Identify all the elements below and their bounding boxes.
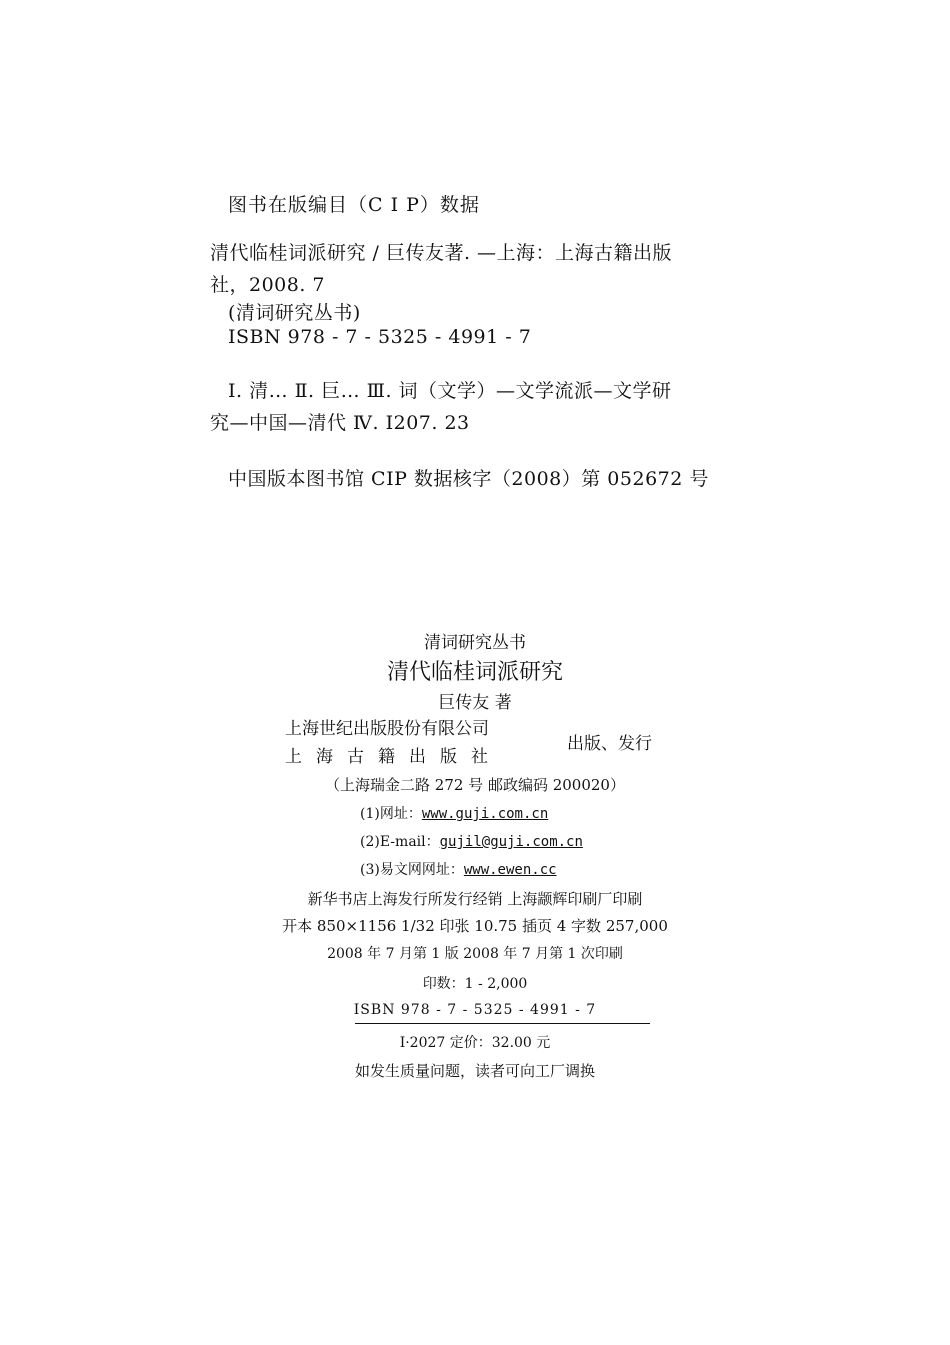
ewen-link[interactable]: www.ewen.cc bbox=[463, 862, 557, 878]
publisher-company: 上海世纪出版股份有限公司 bbox=[285, 719, 489, 739]
distribution-line: 新华书店上海发行所发行经销 上海颛辉印刷厂印刷 bbox=[307, 890, 643, 908]
ewen-label: (3)易文网网址： bbox=[360, 862, 464, 878]
quality-notice: 如发生质量问题，读者可向工厂调换 bbox=[354, 1062, 595, 1080]
email-line bbox=[360, 831, 583, 851]
colophon-isbn: ISBN 978 - 7 - 5325 - 4991 - 7 bbox=[353, 1002, 597, 1018]
cip-classification-line: Ⅰ. 清… Ⅱ. 巨… Ⅲ. 词（文学）—文学流派—文学研 bbox=[228, 380, 672, 402]
price-line: I·2027 定价：32.00 元 bbox=[399, 1035, 551, 1051]
cip-title-line: 清代临桂词派研究 / 巨传友著. —上海：上海古籍出版 bbox=[210, 242, 673, 264]
website-line bbox=[360, 803, 548, 823]
author: 巨传友 著 bbox=[438, 693, 512, 713]
ewen-line bbox=[360, 859, 557, 879]
cip-publish-line: 社，2008. 7 bbox=[210, 274, 326, 296]
publisher-block bbox=[285, 715, 502, 771]
cip-record-number: 中国版本图书馆 CIP 数据核字（2008）第 052672 号 bbox=[228, 468, 709, 490]
cip-heading: 图书在版编目（C I P）数据 bbox=[228, 194, 480, 216]
website-label: (1)网址： bbox=[360, 806, 422, 822]
publisher-role: 出版、发行 bbox=[567, 734, 652, 754]
website-link[interactable]: www.guji.com.cn bbox=[421, 806, 549, 822]
cip-classification-cont: 究—中国—清代 Ⅳ. I207. 23 bbox=[210, 412, 470, 434]
publisher-press: 上海古籍出版社 bbox=[285, 747, 502, 767]
email-link[interactable]: gujil@guji.com.cn bbox=[439, 834, 583, 850]
publisher-address: （上海瑞金二路 272 号 邮政编码 200020） bbox=[325, 776, 625, 794]
cip-isbn-line: ISBN 978 - 7 - 5325 - 4991 - 7 bbox=[228, 326, 532, 348]
edition-line: 2008 年 7 月第 1 版 2008 年 7 月第 1 次印刷 bbox=[327, 946, 623, 962]
book-title: 清代临桂词派研究 bbox=[386, 660, 563, 685]
cip-series-line: (清词研究丛书) bbox=[228, 302, 361, 324]
series-name: 清词研究丛书 bbox=[424, 633, 526, 653]
specs-line: 开本 850×1156 1/32 印张 10.75 插页 4 字数 257,000 bbox=[282, 917, 668, 935]
email-label: (2)E-mail： bbox=[360, 834, 440, 850]
divider-rule bbox=[355, 1023, 650, 1024]
print-run: 印数：1 - 2,000 bbox=[422, 976, 528, 992]
